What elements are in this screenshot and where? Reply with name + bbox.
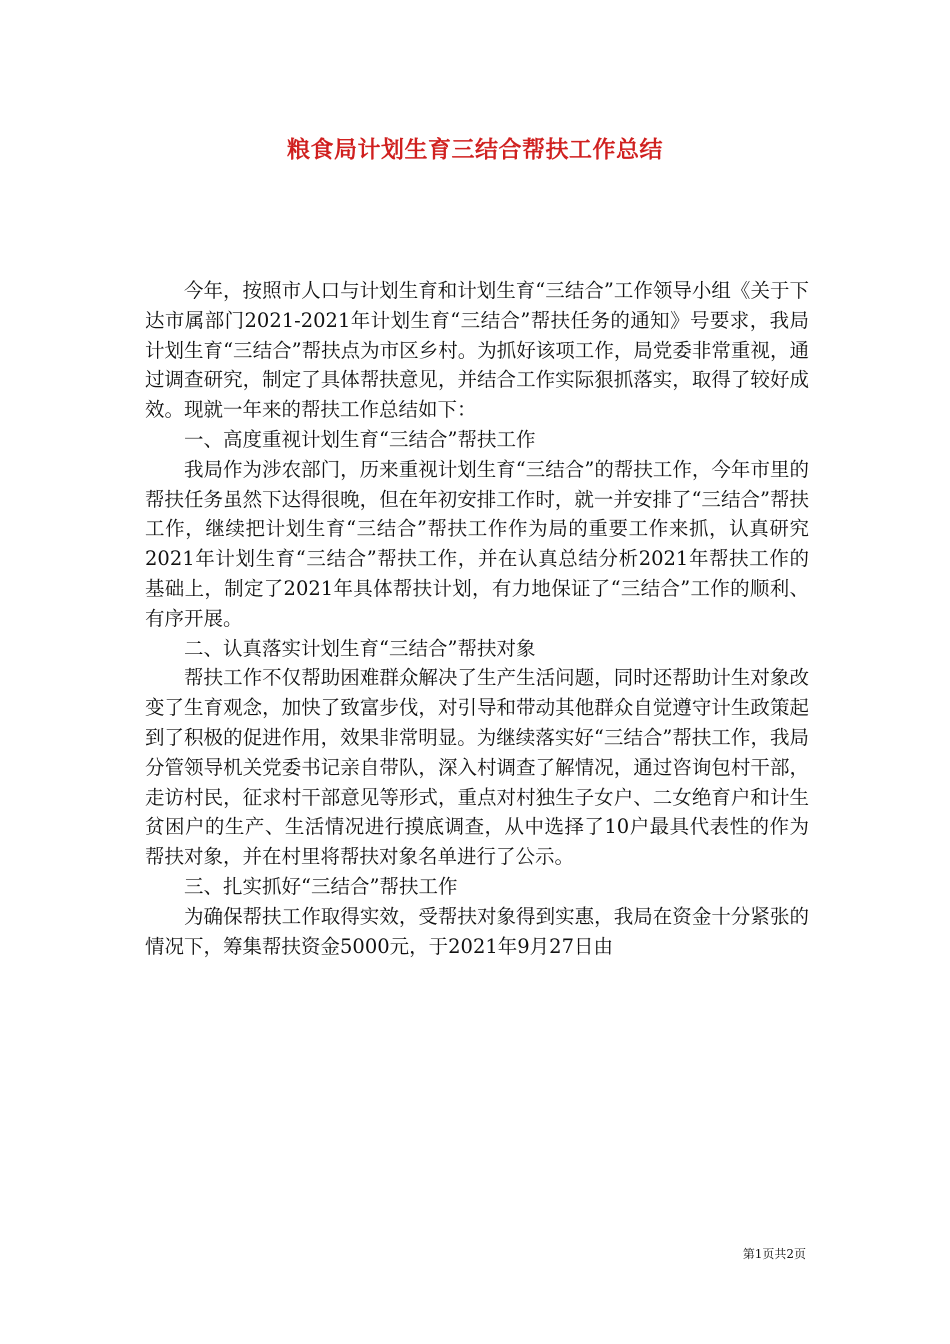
paragraph-section-2: 帮扶工作不仅帮助困难群众解决了生产生活问题，同时还帮助计生对象改变了生育观念，加快了致富步伐，对引导和带动其他群众自觉遵守计生政策起到了积极的促进作用，效果非常明显。为继续落实好“三结合”帮扶工作，我局分管领导机关党委书记亲自带队，深入村调查了解情况，通过咨询包村干部，走访村民，征求村干部意见等形式，重点对村独生子女户、二女绝育户和计生贫困户的生产、生活情况进行摸底调查，从中选择了10户最具代表性的作为帮扶对象，并在村里将帮扶对象名单进行了公示。 [145, 666, 809, 869]
document-title: 粮食局计划生育三结合帮扶工作总结 [287, 136, 663, 163]
paragraph-intro: 今年，按照市人口与计划生育和计划生育“三结合”工作领导小组《关于下达市属部门2021-2021年计划生育“三结合”帮扶任务的通知》号要求，我局计划生育“三结合”帮扶点为市区乡村。为抓好该项工作，局党委非常重视，通过调查研究，制定了具体帮扶意见，并结合工作实际狠抓落实，取得了较好成效。现就一年来的帮扶工作总结如下： [145, 279, 809, 422]
paragraph-section-1: 我局作为涉农部门，历来重视计划生育“三结合”的帮扶工作，今年市里的帮扶任务虽然下达得很晚，但在年初安排工作时，就一并安排了“三结合”帮扶工作，继续把计划生育“三结合”帮扶工作作为局的重要工作来抓，认真研究2021年计划生育“三结合”帮扶工作，并在认真总结分析2021年帮扶工作的基础上，制定了2021年具体帮扶计划，有力地保证了“三结合”工作的顺利、有序开展。 [145, 457, 809, 630]
section-heading-1: 一、高度重视计划生育“三结合”帮扶工作 [184, 427, 536, 451]
paragraph-section-3: 为确保帮扶工作取得实效，受帮扶对象得到实惠，我局在资金十分紧张的情况下，筹集帮扶资金5000元，于2021年9月27日由 [145, 904, 809, 958]
document-body [145, 276, 809, 961]
section-heading-2: 二、认真落实计划生育“三结合”帮扶对象 [184, 636, 536, 660]
page-footer: 第1页共2页 [742, 1247, 806, 1261]
section-heading-3: 三、扎实抓好“三结合”帮扶工作 [184, 874, 458, 898]
